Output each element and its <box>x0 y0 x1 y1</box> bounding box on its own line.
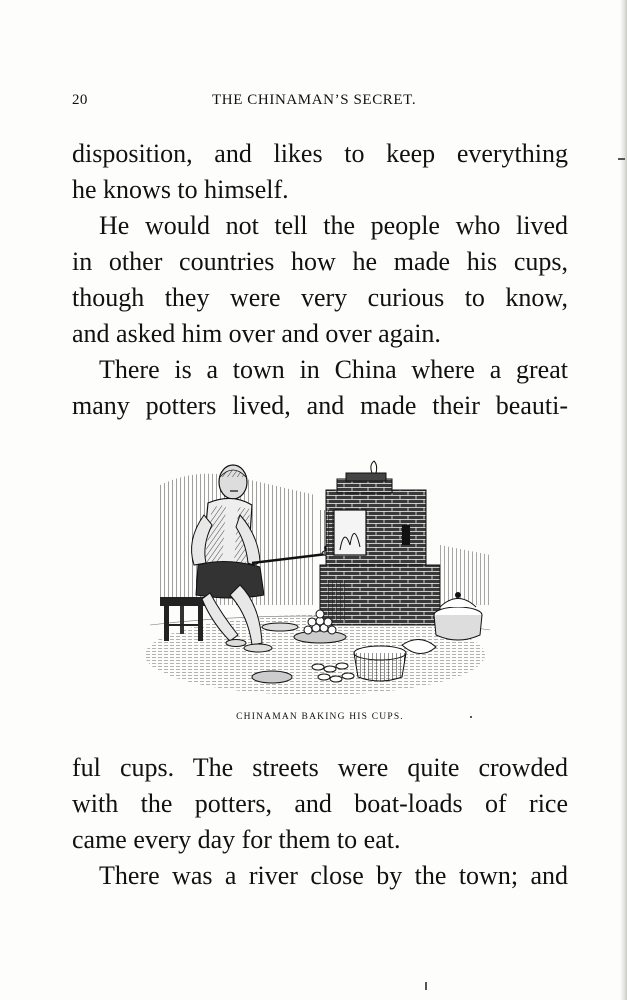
running-title: THE CHINAMAN’S SECRET. <box>212 92 417 108</box>
text-line: many potters lived, and made their beauti- <box>72 391 568 420</box>
body-text-top <box>72 136 568 424</box>
text-line: ful cups. The streets were quite crowded <box>72 753 568 782</box>
text-line: he knows to himself. <box>72 175 289 204</box>
text-line: came every day for them to eat. <box>72 825 401 854</box>
text-line: in other countries how he made his cups, <box>72 247 568 276</box>
page-number: 20 <box>72 92 88 108</box>
margin-mark <box>618 158 625 160</box>
text-line: and asked him over and over again. <box>72 319 441 348</box>
basket <box>354 646 406 681</box>
background-right <box>440 545 492 605</box>
margin-mark <box>425 982 427 990</box>
text-line: There is a town in China where a great <box>99 355 568 384</box>
brick-kiln <box>320 461 440 625</box>
text-line: There was a river close by the town; and <box>99 861 568 890</box>
text-line: though they were very curious to know, <box>72 283 568 312</box>
margin-mark <box>470 716 472 718</box>
figure-caption: CHINAMAN BAKING HIS CUPS. <box>236 712 404 722</box>
text-line: He would not tell the people who lived <box>99 211 568 240</box>
body-text-bottom <box>72 750 568 894</box>
running-head <box>72 92 568 112</box>
illustration-chinaman-baking-cups <box>140 455 500 705</box>
text-line: disposition, and likes to keep everything <box>72 139 568 168</box>
page-edge <box>620 0 627 1000</box>
text-line: with the potters, and boat-loads of rice <box>72 789 568 818</box>
